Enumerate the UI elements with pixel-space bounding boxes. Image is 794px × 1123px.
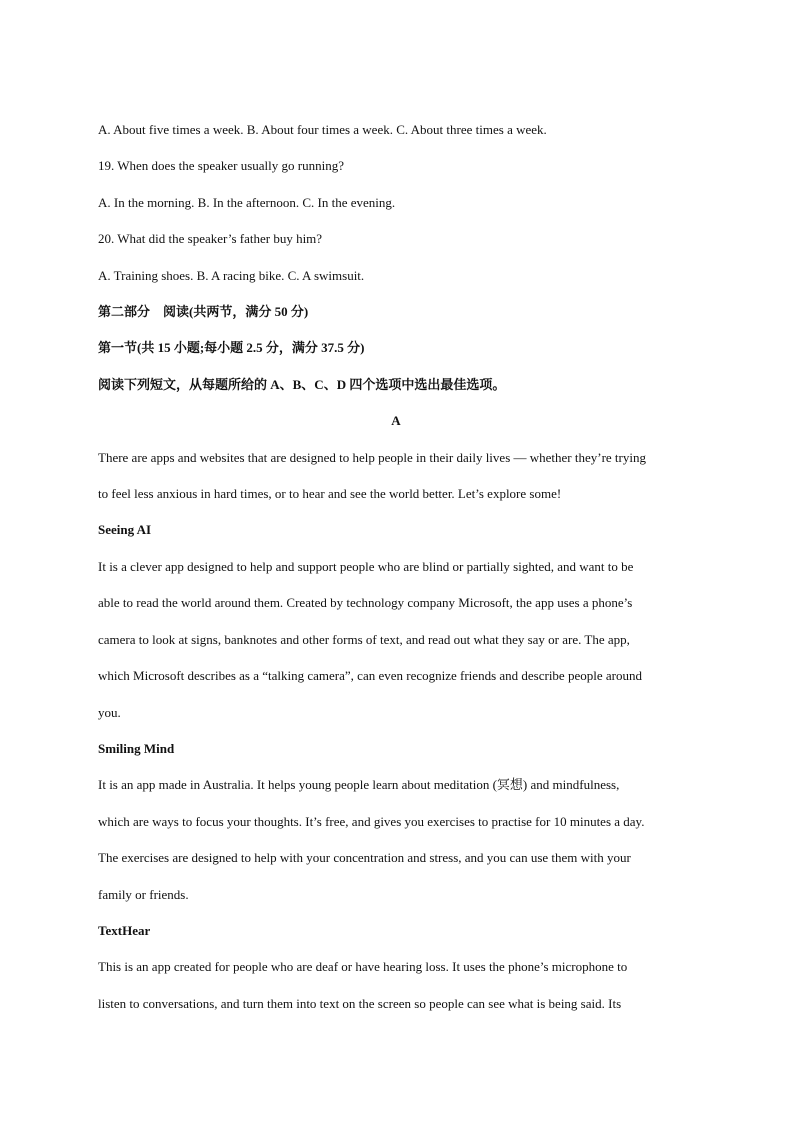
q20-question: 20. What did the speaker’s father buy him? [98, 231, 323, 247]
seeing-ai-line-1: It is a clever app designed to help and support people who are blind or partially sighted, and want to be [98, 558, 634, 574]
reading-instruction: 阅读下列短文，从每题所给的 A、B、C、D 四个选项中选出最佳选项。 [98, 376, 506, 392]
seeing-ai-title: Seeing AI [98, 522, 152, 538]
smiling-mind-title: Smiling Mind [98, 740, 175, 756]
part2-heading: 第二部分 阅读(共两节，满分 50 分) [98, 304, 309, 320]
seeing-ai-line-3: camera to look at signs, banknotes and other forms of text, and read out what they say or are. The app, [98, 631, 630, 647]
q20-options: A. Training shoes. B. A racing bike. C. A swimsuit. [98, 267, 365, 283]
q18-options: A. About five times a week. B. About four times a week. C. About three times a week. [98, 122, 547, 137]
smiling-mind-line-2: which are ways to focus your thoughts. It’s free, and gives you exercises to practise for 10 minutes a day. [98, 813, 645, 829]
q19-options: A. In the morning. B. In the afternoon. C. In the evening. [98, 194, 396, 210]
seeing-ai-line-2: able to read the world around them. Created by technology company Microsoft, the app uses a phone’s [98, 595, 633, 611]
smiling-mind-line-1: It is an app made in Australia. It helps young people learn about meditation (冥想) and mindfulness, [98, 777, 620, 793]
smiling-mind-line-3: The exercises are designed to help with your concentration and stress, and you can use them with your [98, 850, 631, 866]
q19-question: 19. When does the speaker usually go running? [98, 158, 344, 174]
section1-heading: 第一节(共 15 小题;每小题 2.5 分，满分 37.5 分) [98, 340, 365, 356]
texthear-title: TextHear [98, 922, 151, 938]
seeing-ai-line-4: which Microsoft describes as a “talking camera”, can even recognize friends and describe people around [98, 668, 642, 684]
intro-line-2: to feel less anxious in hard times, or to hear and see the world better. Let’s explore some! [98, 486, 562, 502]
texthear-line-2: listen to conversations, and turn them into text on the screen so people can see what is being said. Its [98, 995, 622, 1011]
smiling-mind-line-4: family or friends. [98, 886, 189, 902]
texthear-line-1: This is an app created for people who are deaf or have hearing loss. It uses the phone’s microphone to [98, 959, 628, 975]
seeing-ai-line-5: you. [98, 704, 121, 720]
passage-label: A [391, 413, 401, 429]
document-page [98, 112, 694, 1022]
intro-line-1: There are apps and websites that are designed to help people in their daily lives — whether they’re trying [98, 449, 646, 465]
